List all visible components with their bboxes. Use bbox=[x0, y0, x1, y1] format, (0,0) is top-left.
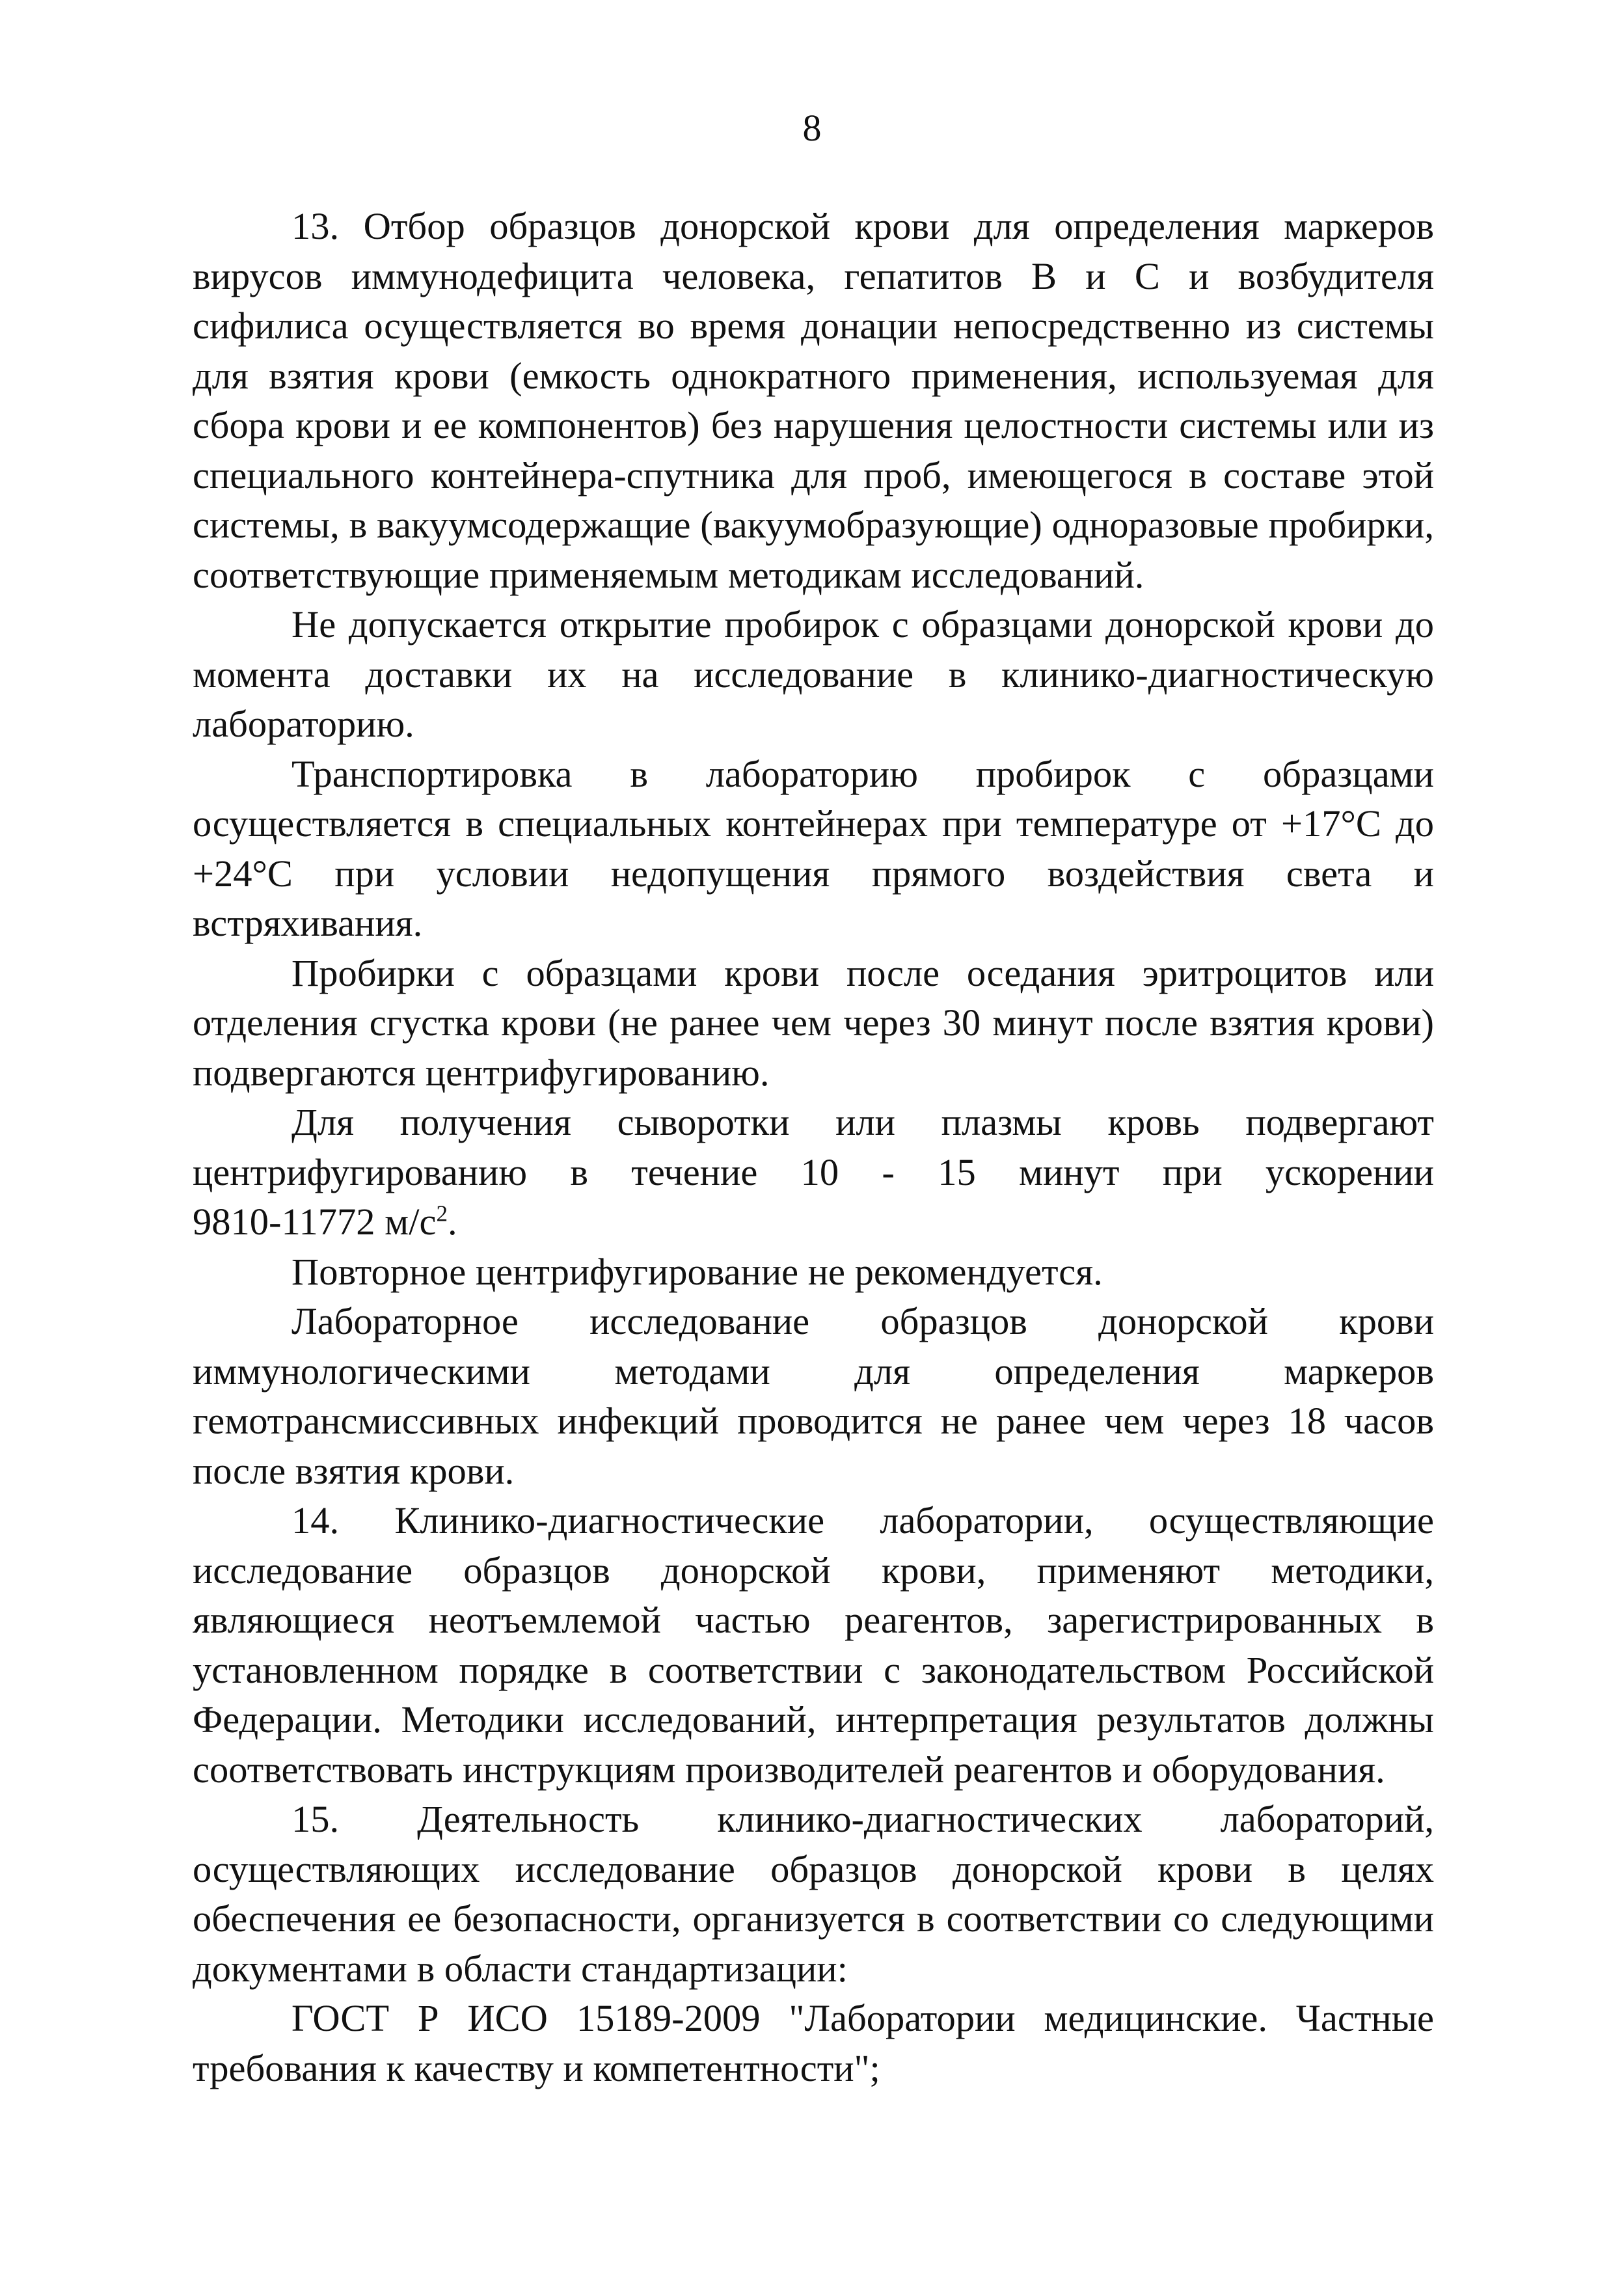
paragraph-tubes-centrifugation: Пробирки с образцами крови после оседания эритроцитов или отделения сгустка крови (не ранее чем через 30 минут после взятия крови) подвергаются центрифугированию. bbox=[193, 951, 1434, 1094]
acceleration-value: 9810-11772 м/с bbox=[193, 1201, 437, 1243]
serum-line-2: центрифугированию в течение 10 - 15 минут при ускорении bbox=[193, 1150, 1434, 1193]
paragraph-serum-plasma bbox=[193, 1098, 1434, 1247]
paragraph-repeat-centrifugation: Повторное центрифугирование не рекомендуется. bbox=[291, 1250, 1103, 1293]
page-number: 8 bbox=[802, 107, 822, 149]
paragraph-transportation: Транспортировка в лабораторию пробирок с образцами осуществляется в специальных контейнерах при температуре от +17°С до +24°С при условии недопущения прямого воздействия света и встряхивания. bbox=[193, 752, 1434, 944]
exponent: 2 bbox=[436, 1201, 448, 1227]
paragraph-no-opening-tubes: Не допускается открытие пробирок с образцами донорской крови до момента доставки их на исследование в клинико-диагностическую лабораторию. bbox=[193, 603, 1434, 745]
serum-line-1: Для получения сыворотки или плазмы кровь подвергают bbox=[291, 1101, 1434, 1143]
paragraph-gost: ГОСТ Р ИСО 15189-2009 "Лаборатории медицинские. Частные требования к качеству и компетентности"; bbox=[193, 1997, 1434, 2089]
document-body bbox=[193, 202, 1434, 2093]
serum-line-3 bbox=[193, 1201, 457, 1243]
serum-end: . bbox=[447, 1201, 457, 1243]
paragraph-15: 15. Деятельность клинико-диагностических лабораторий, осуществляющих исследование образцов донорской крови в целях обеспечения ее безопасности, организуется в соответствии со следующими документами в области стандартизации: bbox=[193, 1798, 1434, 1990]
paragraph-13: 13. Отбор образцов донорской крови для определения маркеров вирусов иммунодефицита человека, гепатитов В и С и возбудителя сифилиса осуществляется во время донации непосредственно из системы для взятия крови (емкость однократного применения, используемая для сбора крови и ее компонентов) без нарушения целостности системы или из специального контейнера-спутника для проб, имеющегося в составе этой системы, в вакуумсодержащие (вакуумобразующие) одноразовые пробирки, соответствующие применяемым методикам исследований. bbox=[193, 205, 1434, 596]
paragraph-14: 14. Клинико-диагностические лаборатории, осуществляющие исследование образцов донорской крови, применяют методики, являющиеся неотъемлемой частью реагентов, зарегистрированных в установленном порядке в соответствии с законодательством Российской Федерации. Методики исследований, интерпретация результатов должны соответствовать инструкциям производителей реагентов и оборудования. bbox=[193, 1499, 1434, 1791]
paragraph-lab-research: Лабораторное исследование образцов донорской крови иммунологическими методами для определения маркеров гемотрансмиссивных инфекций проводится не ранее чем через 18 часов после взятия крови. bbox=[193, 1300, 1434, 1492]
